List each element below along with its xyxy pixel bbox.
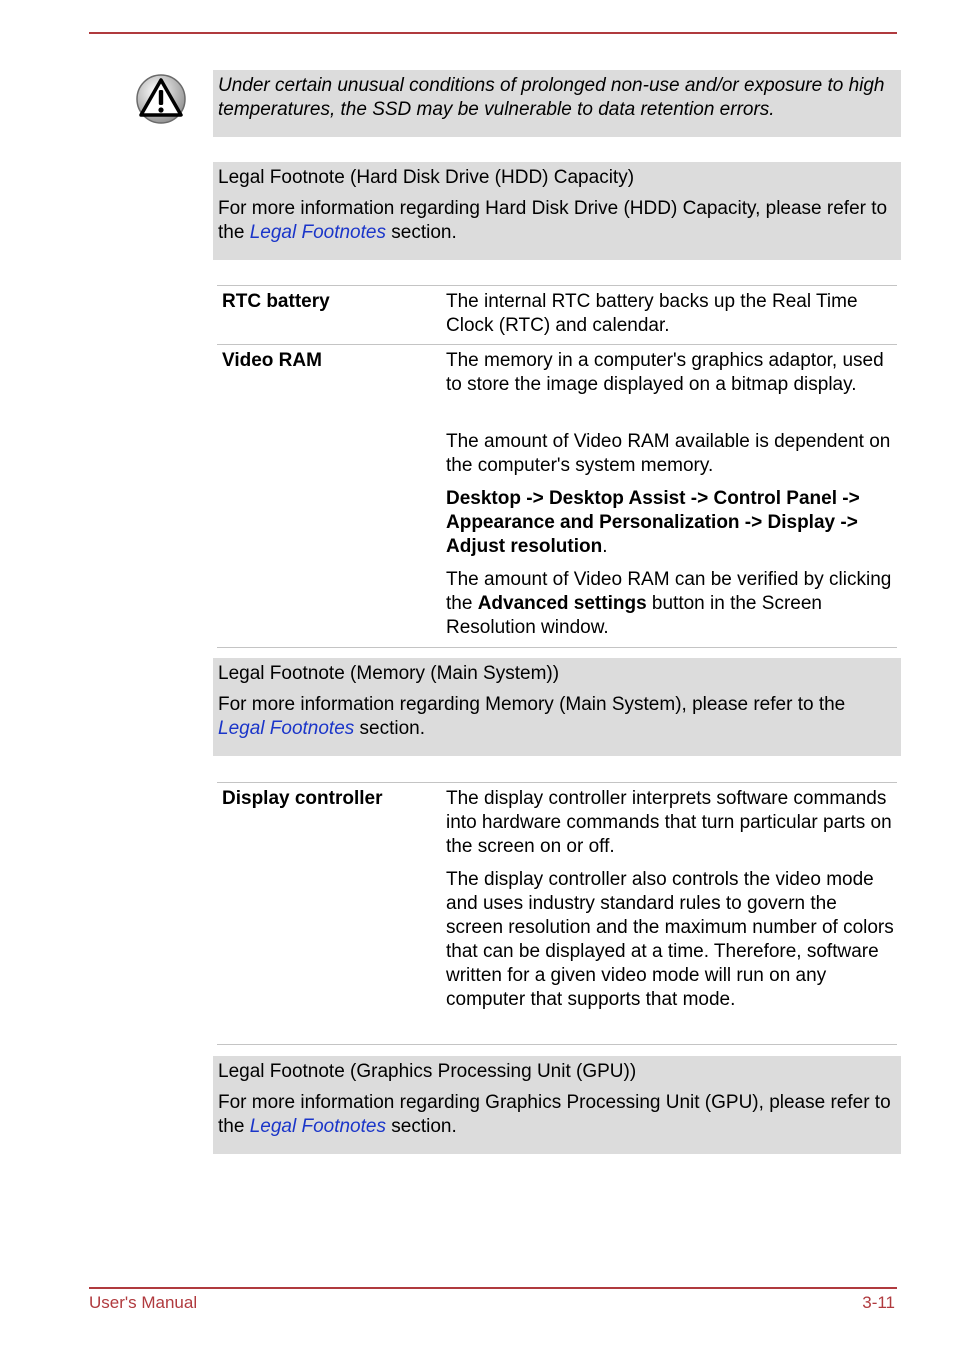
warning-box [213,70,901,137]
note-body [218,197,893,245]
table-bottom-rule [217,647,897,648]
def-video-ram-p1: The memory in a computer's graphics adaptor, used to store the image displayed on a bitmap display. [446,350,884,395]
note-text-end: section. [385,222,457,243]
note-text: For more information regarding Graphics Processing Unit (GPU), please refer to the [218,1092,891,1137]
note-title: Legal Footnote (Memory (Main System)) [218,663,560,684]
legal-footnotes-link[interactable]: Legal Footnotes [218,718,355,739]
row-divider [217,344,897,345]
menu-path: Desktop -> Desktop Assist -> Control Panel -> Appearance and Personalization -> Display -> Adjust resolution [446,488,860,557]
def-rtc-battery: The internal RTC battery backs up the Real Time Clock (RTC) and calendar. [446,291,858,336]
table-top-rule [217,285,897,286]
def-video-ram-p2: The amount of Video RAM available is dependent on the computer's system memory. [446,431,891,476]
note-body [218,1091,893,1139]
note-title: Legal Footnote (Graphics Processing Unit (GPU)) [218,1061,637,1082]
menu-path-end: . [602,536,608,557]
advanced-settings-label: Advanced settings [477,593,647,614]
term-video-ram: Video RAM [222,350,322,371]
footer-manual-title: User's Manual [89,1293,198,1312]
note-title: Legal Footnote (Hard Disk Drive (HDD) Capacity) [218,167,635,188]
term-display-controller: Display controller [222,788,383,809]
def-video-ram-path [446,487,894,559]
note-text: For more information regarding Hard Disk Drive (HDD) Capacity, please refer to the [218,198,888,243]
p4-text: The amount of Video RAM can be verified by clicking the [446,569,892,614]
note-body [218,693,893,741]
table-top-rule [217,782,897,783]
note-text-end: section. [385,1116,457,1137]
note-text-end: section. [354,718,426,739]
header-rule [89,32,897,34]
legal-footnotes-link[interactable]: Legal Footnotes [249,1116,386,1137]
warning-text: Under certain unusual conditions of prolonged non-use and/or exposure to high temperatures, the SSD may be vulnerable to data retention errors. [218,75,885,120]
legal-footnote-hdd [213,162,901,260]
legal-footnotes-link[interactable]: Legal Footnotes [249,222,386,243]
p4-text-end: button in the Screen Resolution window. [446,593,822,638]
def-video-ram-p4 [446,568,894,640]
note-text: For more information regarding Memory (Main System), please refer to the [218,694,846,715]
legal-footnote-gpu [213,1056,901,1154]
def-display-controller-p1: The display controller interprets software commands into hardware commands that turn particular parts on the screen on or off. [446,788,892,857]
table-bottom-rule [217,1044,897,1045]
footer-page-number: 3-11 [862,1293,895,1312]
legal-footnote-memory [213,658,901,756]
term-rtc-battery: RTC battery [222,291,330,312]
def-display-controller-p2: The display controller also controls the video mode and uses industry standard rules to govern the screen resolution and the maximum number of colors that can be displayed at a time. Therefore, software written for a given video mode will run on any computer that supports that mode. [446,869,894,1010]
warning-triangle-icon [135,73,187,125]
footer-rule [89,1287,897,1289]
